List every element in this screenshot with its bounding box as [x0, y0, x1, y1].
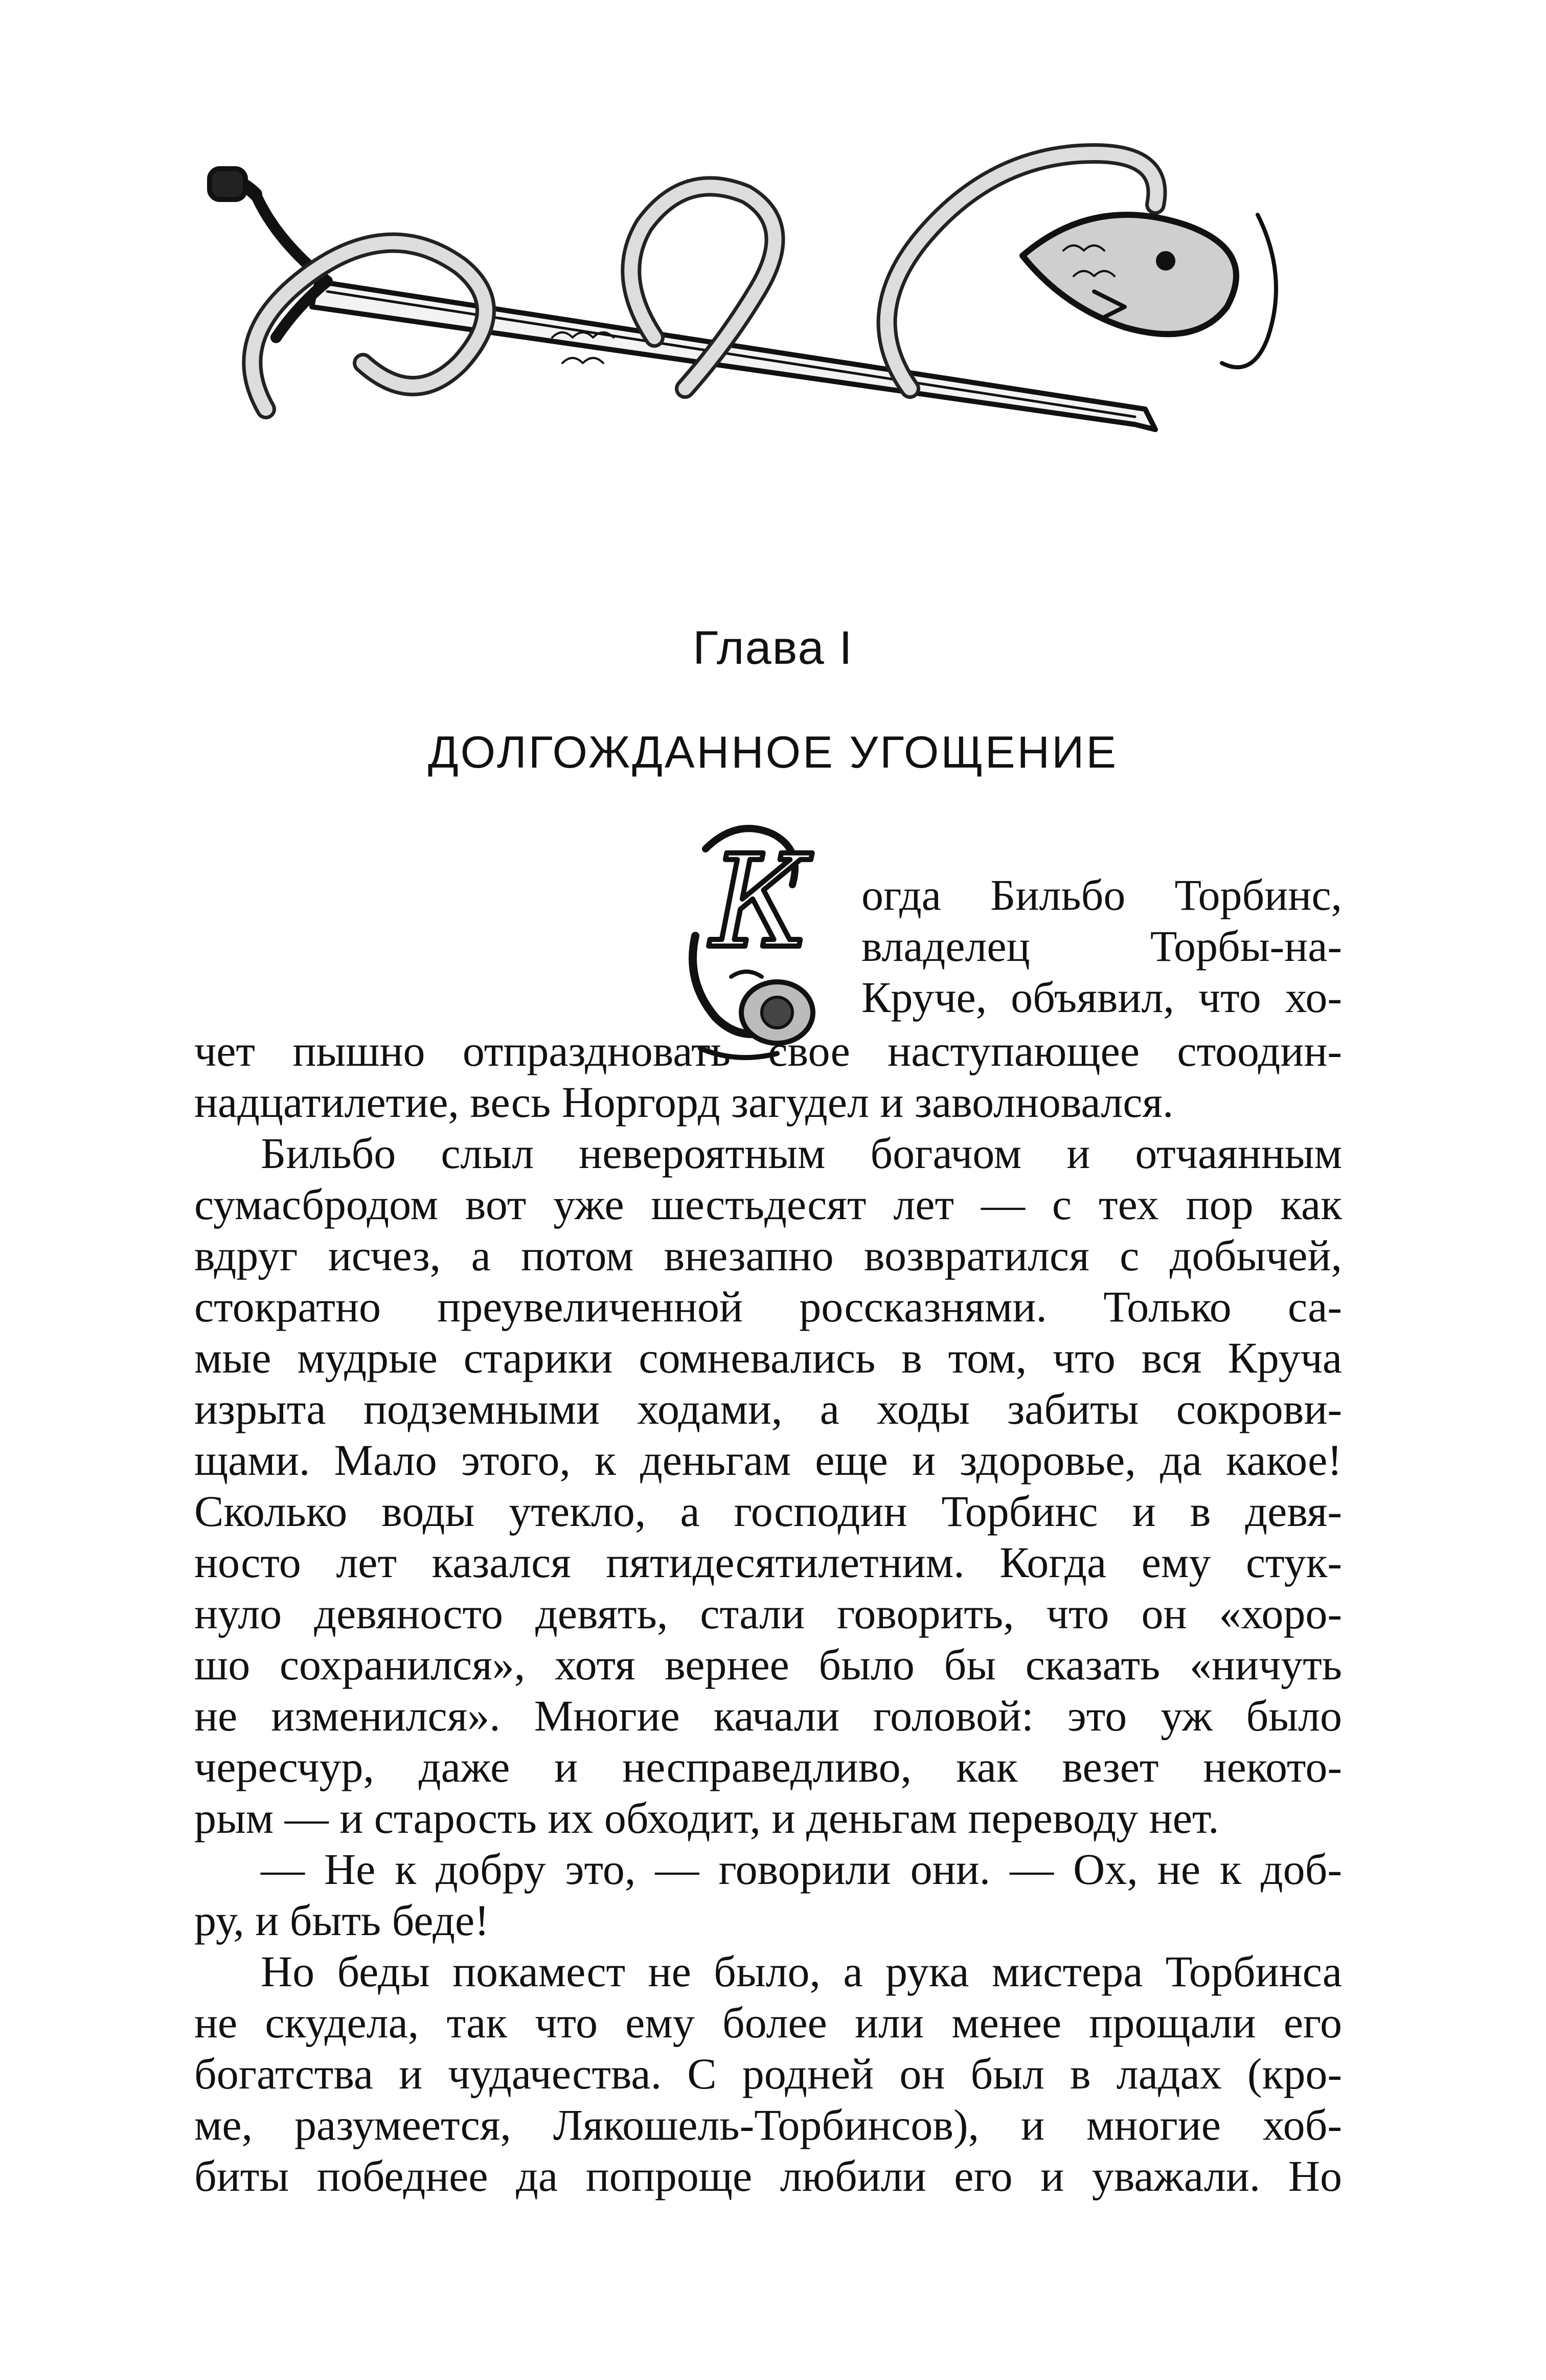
- text-line: носто лет казался пятидесятилетним. Когда ему стук-: [194, 1538, 1342, 1587]
- text-line: богатства и чудачества. С родней он был в ладах (кро-: [194, 2049, 1342, 2098]
- text-line: не скудела, так что ему более или менее прощали его: [194, 1998, 1342, 2047]
- chapter-title: ДОЛГОЖДАННОЕ УГОЩЕНИЕ: [427, 727, 1119, 777]
- text-line: шо сохранился», хотя вернее было бы сказать «ничуть: [194, 1640, 1342, 1689]
- text-line: — Не к добру это, — говорили они. — Ох, не к доб-: [261, 1845, 1342, 1894]
- text-line: вдруг исчез, а потом внезапно возвратился с добычей,: [194, 1231, 1342, 1280]
- text-line: изрыта подземными ходами, а ходы забиты сокрови-: [194, 1384, 1342, 1433]
- dropcap-letter: К: [711, 827, 810, 976]
- text-line: владелец Торбы-на-: [861, 922, 1342, 971]
- body-text: [194, 1025, 1342, 2202]
- text-line: огда Бильбо Торбинс,: [861, 870, 1342, 919]
- text-line: щами. Мало этого, к деньгам еще и здоровье, да какое!: [194, 1435, 1342, 1485]
- text-line: Сколько воды утекло, а господин Торбинс и в девя-: [194, 1487, 1342, 1536]
- text-line: ру, и быть беде!: [194, 1896, 489, 1945]
- text-line: чересчур, даже и несправедливо, как везет некото-: [194, 1742, 1342, 1791]
- text-line: стократно преувеличенной россказнями. Только са-: [194, 1282, 1342, 1331]
- text-line: Бильбо слыл невероятным богачом и отчаянным: [261, 1129, 1342, 1178]
- text-line: мые мудрые старики сомневались в том, что вся Круча: [194, 1333, 1342, 1382]
- text-line: Но беды покамест не было, а рука мистера Торбинса: [261, 1947, 1342, 1996]
- text-line: рым — и старость их обходит, и деньгам переводу нет.: [194, 1793, 1219, 1843]
- sword-serpent-vignette: [194, 123, 1339, 470]
- text-line: чет пышно отпраздновать свое наступающее стоодин-: [194, 1026, 1342, 1075]
- text-line: надцатилетие, весь Норгорд загудел и заволновался.: [194, 1077, 1174, 1127]
- text-line: биты победнее да попроще любили его и уважали. Но: [194, 2151, 1342, 2201]
- text-line: сумасбродом вот уже шестьдесят лет — с тех пор как: [194, 1180, 1342, 1229]
- chapter-number: Глава I: [693, 622, 853, 674]
- text-line: Круче, объявил, что хо-: [861, 973, 1342, 1022]
- text-line: ме, разумеется, Лякошель-Торбинсов), и многие хоб-: [194, 2100, 1342, 2149]
- text-line: нуло девяносто девять, стали говорить, что он «хоро-: [194, 1589, 1342, 1638]
- lead-paragraph: [861, 869, 1342, 1023]
- text-line: не изменился». Многие качали головой: это уж было: [194, 1691, 1342, 1740]
